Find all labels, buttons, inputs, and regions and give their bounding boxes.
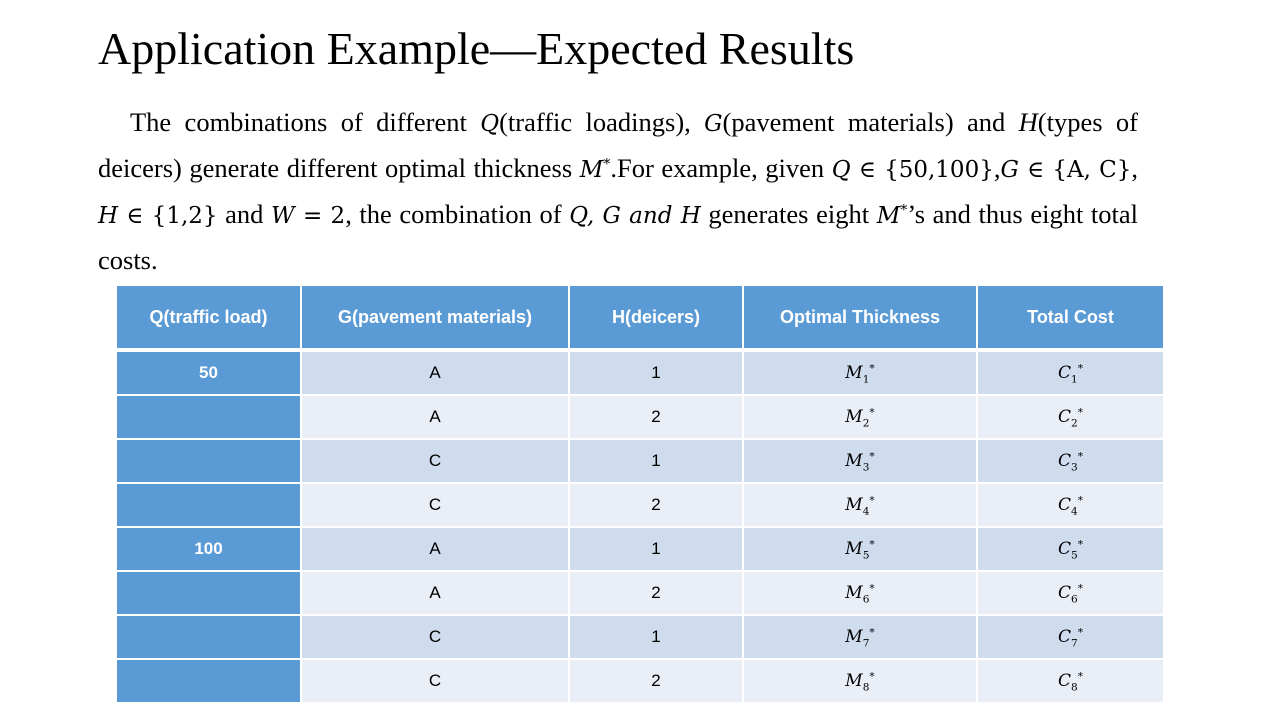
star-superscript: *: [869, 406, 875, 419]
cell-g: A: [301, 571, 569, 615]
var-m: M: [876, 203, 901, 229]
star-superscript: *: [869, 582, 875, 595]
var-q: Q: [831, 157, 851, 183]
star-superscript: *: [869, 450, 875, 463]
c-symbol: C: [1058, 451, 1072, 471]
cell-thickness: [743, 439, 977, 483]
m-symbol: M: [845, 583, 863, 603]
table-row: [117, 483, 1163, 527]
cell-thickness: [743, 527, 977, 571]
cell-q: [117, 571, 301, 615]
var-g: G: [704, 111, 723, 137]
m-symbol: M: [845, 539, 863, 559]
m-symbol: M: [845, 495, 863, 515]
results-table: [117, 286, 1163, 704]
para-text: .For example, given: [610, 153, 832, 183]
m-subscript: 2: [862, 417, 870, 430]
cell-q: [117, 659, 301, 703]
cell-g: C: [301, 659, 569, 703]
q-set: ∈ {50,100}: [850, 157, 994, 183]
cell-q: 100: [117, 527, 301, 571]
cell-thickness: [743, 483, 977, 527]
c-subscript: 5: [1071, 549, 1078, 562]
var-h: H: [98, 203, 119, 229]
star-superscript: *: [1077, 626, 1083, 639]
cell-q: [117, 395, 301, 439]
para-text: The combinations of different: [130, 107, 481, 137]
star-superscript: *: [1077, 670, 1083, 683]
m-symbol: M: [845, 671, 863, 691]
cell-cost: [977, 527, 1163, 571]
cell-cost: [977, 571, 1163, 615]
cell-g: C: [301, 615, 569, 659]
cell-q: [117, 483, 301, 527]
var-qgh: Q, G and H: [569, 203, 701, 229]
cell-h: 2: [569, 483, 743, 527]
table-row: [117, 439, 1163, 483]
c-symbol: C: [1058, 539, 1072, 559]
c-symbol: C: [1058, 671, 1072, 691]
cell-cost: [977, 483, 1163, 527]
star-superscript: *: [1077, 538, 1083, 551]
star-superscript: *: [1077, 362, 1083, 375]
table-row: [117, 527, 1163, 571]
cell-q: [117, 615, 301, 659]
cell-h: 1: [569, 527, 743, 571]
m-subscript: 7: [862, 637, 870, 650]
cell-g: A: [301, 350, 569, 395]
h-set: ∈ {1,2}: [118, 203, 218, 229]
para-text: (traffic loadings),: [499, 107, 705, 137]
para-text: (types of deicers) generate different optimal thickness: [98, 107, 1138, 183]
c-subscript: 4: [1071, 505, 1078, 518]
cell-thickness: [743, 350, 977, 395]
m-symbol: M: [845, 627, 863, 647]
var-m: M: [579, 157, 604, 183]
cell-g: A: [301, 395, 569, 439]
header-thickness: Optimal Thickness: [743, 286, 977, 350]
cell-thickness: [743, 659, 977, 703]
cell-g: A: [301, 527, 569, 571]
m-subscript: 3: [862, 461, 870, 474]
m-subscript: 5: [862, 549, 870, 562]
para-text: ’s and thus eight total costs.: [98, 199, 1139, 275]
star-superscript: *: [1077, 582, 1083, 595]
slide-title: Application Example—Expected Results: [98, 23, 855, 74]
header-q: Q(traffic load): [117, 286, 301, 350]
star-superscript: *: [1077, 450, 1083, 463]
cell-h: 2: [569, 571, 743, 615]
cell-h: 2: [569, 659, 743, 703]
c-subscript: 2: [1071, 417, 1078, 430]
c-subscript: 6: [1071, 593, 1078, 606]
m-subscript: 4: [862, 505, 870, 518]
intro-paragraph: [98, 100, 1138, 282]
c-symbol: C: [1058, 627, 1072, 647]
cell-h: 2: [569, 395, 743, 439]
cell-h: 1: [569, 615, 743, 659]
cell-cost: [977, 659, 1163, 703]
table-header-row: [117, 286, 1163, 350]
para-text: ,: [1131, 153, 1138, 183]
para-text: , the combination of: [345, 199, 570, 229]
star-superscript: *: [1077, 494, 1083, 507]
cell-cost: [977, 615, 1163, 659]
star-superscript: *: [869, 670, 875, 683]
var-h: H: [1018, 107, 1038, 137]
star-superscript: *: [869, 494, 875, 507]
c-symbol: C: [1058, 583, 1072, 603]
header-cost: Total Cost: [977, 286, 1163, 350]
cell-cost: [977, 350, 1163, 395]
star-superscript: *: [603, 156, 611, 173]
w-value: = 2: [294, 203, 346, 229]
cell-h: 1: [569, 350, 743, 395]
table-row: [117, 615, 1163, 659]
m-symbol: M: [845, 363, 863, 383]
para-text: and: [217, 199, 272, 229]
para-text: ,: [993, 153, 1001, 183]
c-subscript: 1: [1071, 373, 1078, 386]
var-w: W: [271, 203, 295, 229]
para-text: (pavement materials) and: [722, 107, 1019, 137]
var-q: Q: [480, 111, 500, 137]
g-set: ∈ {A, C}: [1018, 157, 1132, 183]
star-superscript: *: [869, 626, 875, 639]
table-row: [117, 350, 1163, 395]
m-symbol: M: [845, 451, 863, 471]
cell-q: [117, 439, 301, 483]
star-superscript: *: [869, 362, 875, 375]
star-superscript: *: [869, 538, 875, 551]
cell-cost: [977, 439, 1163, 483]
star-superscript: *: [900, 202, 908, 219]
m-subscript: 6: [862, 593, 870, 606]
star-superscript: *: [1077, 406, 1083, 419]
cell-thickness: [743, 571, 977, 615]
header-h: H(deicers): [569, 286, 743, 350]
table-row: [117, 395, 1163, 439]
c-symbol: C: [1058, 363, 1072, 383]
header-g: G(pavement materials): [301, 286, 569, 350]
cell-q: 50: [117, 350, 301, 395]
c-symbol: C: [1058, 407, 1072, 427]
cell-thickness: [743, 615, 977, 659]
cell-g: C: [301, 483, 569, 527]
cell-h: 1: [569, 439, 743, 483]
c-symbol: C: [1058, 495, 1072, 515]
m-symbol: M: [845, 407, 863, 427]
table-row: [117, 571, 1163, 615]
para-text: generates eight: [708, 199, 877, 229]
m-subscript: 1: [862, 373, 870, 386]
m-subscript: 8: [862, 681, 870, 694]
c-subscript: 3: [1071, 461, 1078, 474]
c-subscript: 8: [1071, 681, 1078, 694]
cell-thickness: [743, 395, 977, 439]
cell-cost: [977, 395, 1163, 439]
table-row: [117, 659, 1163, 703]
c-subscript: 7: [1071, 637, 1078, 650]
cell-g: C: [301, 439, 569, 483]
var-g: G: [1000, 157, 1019, 183]
